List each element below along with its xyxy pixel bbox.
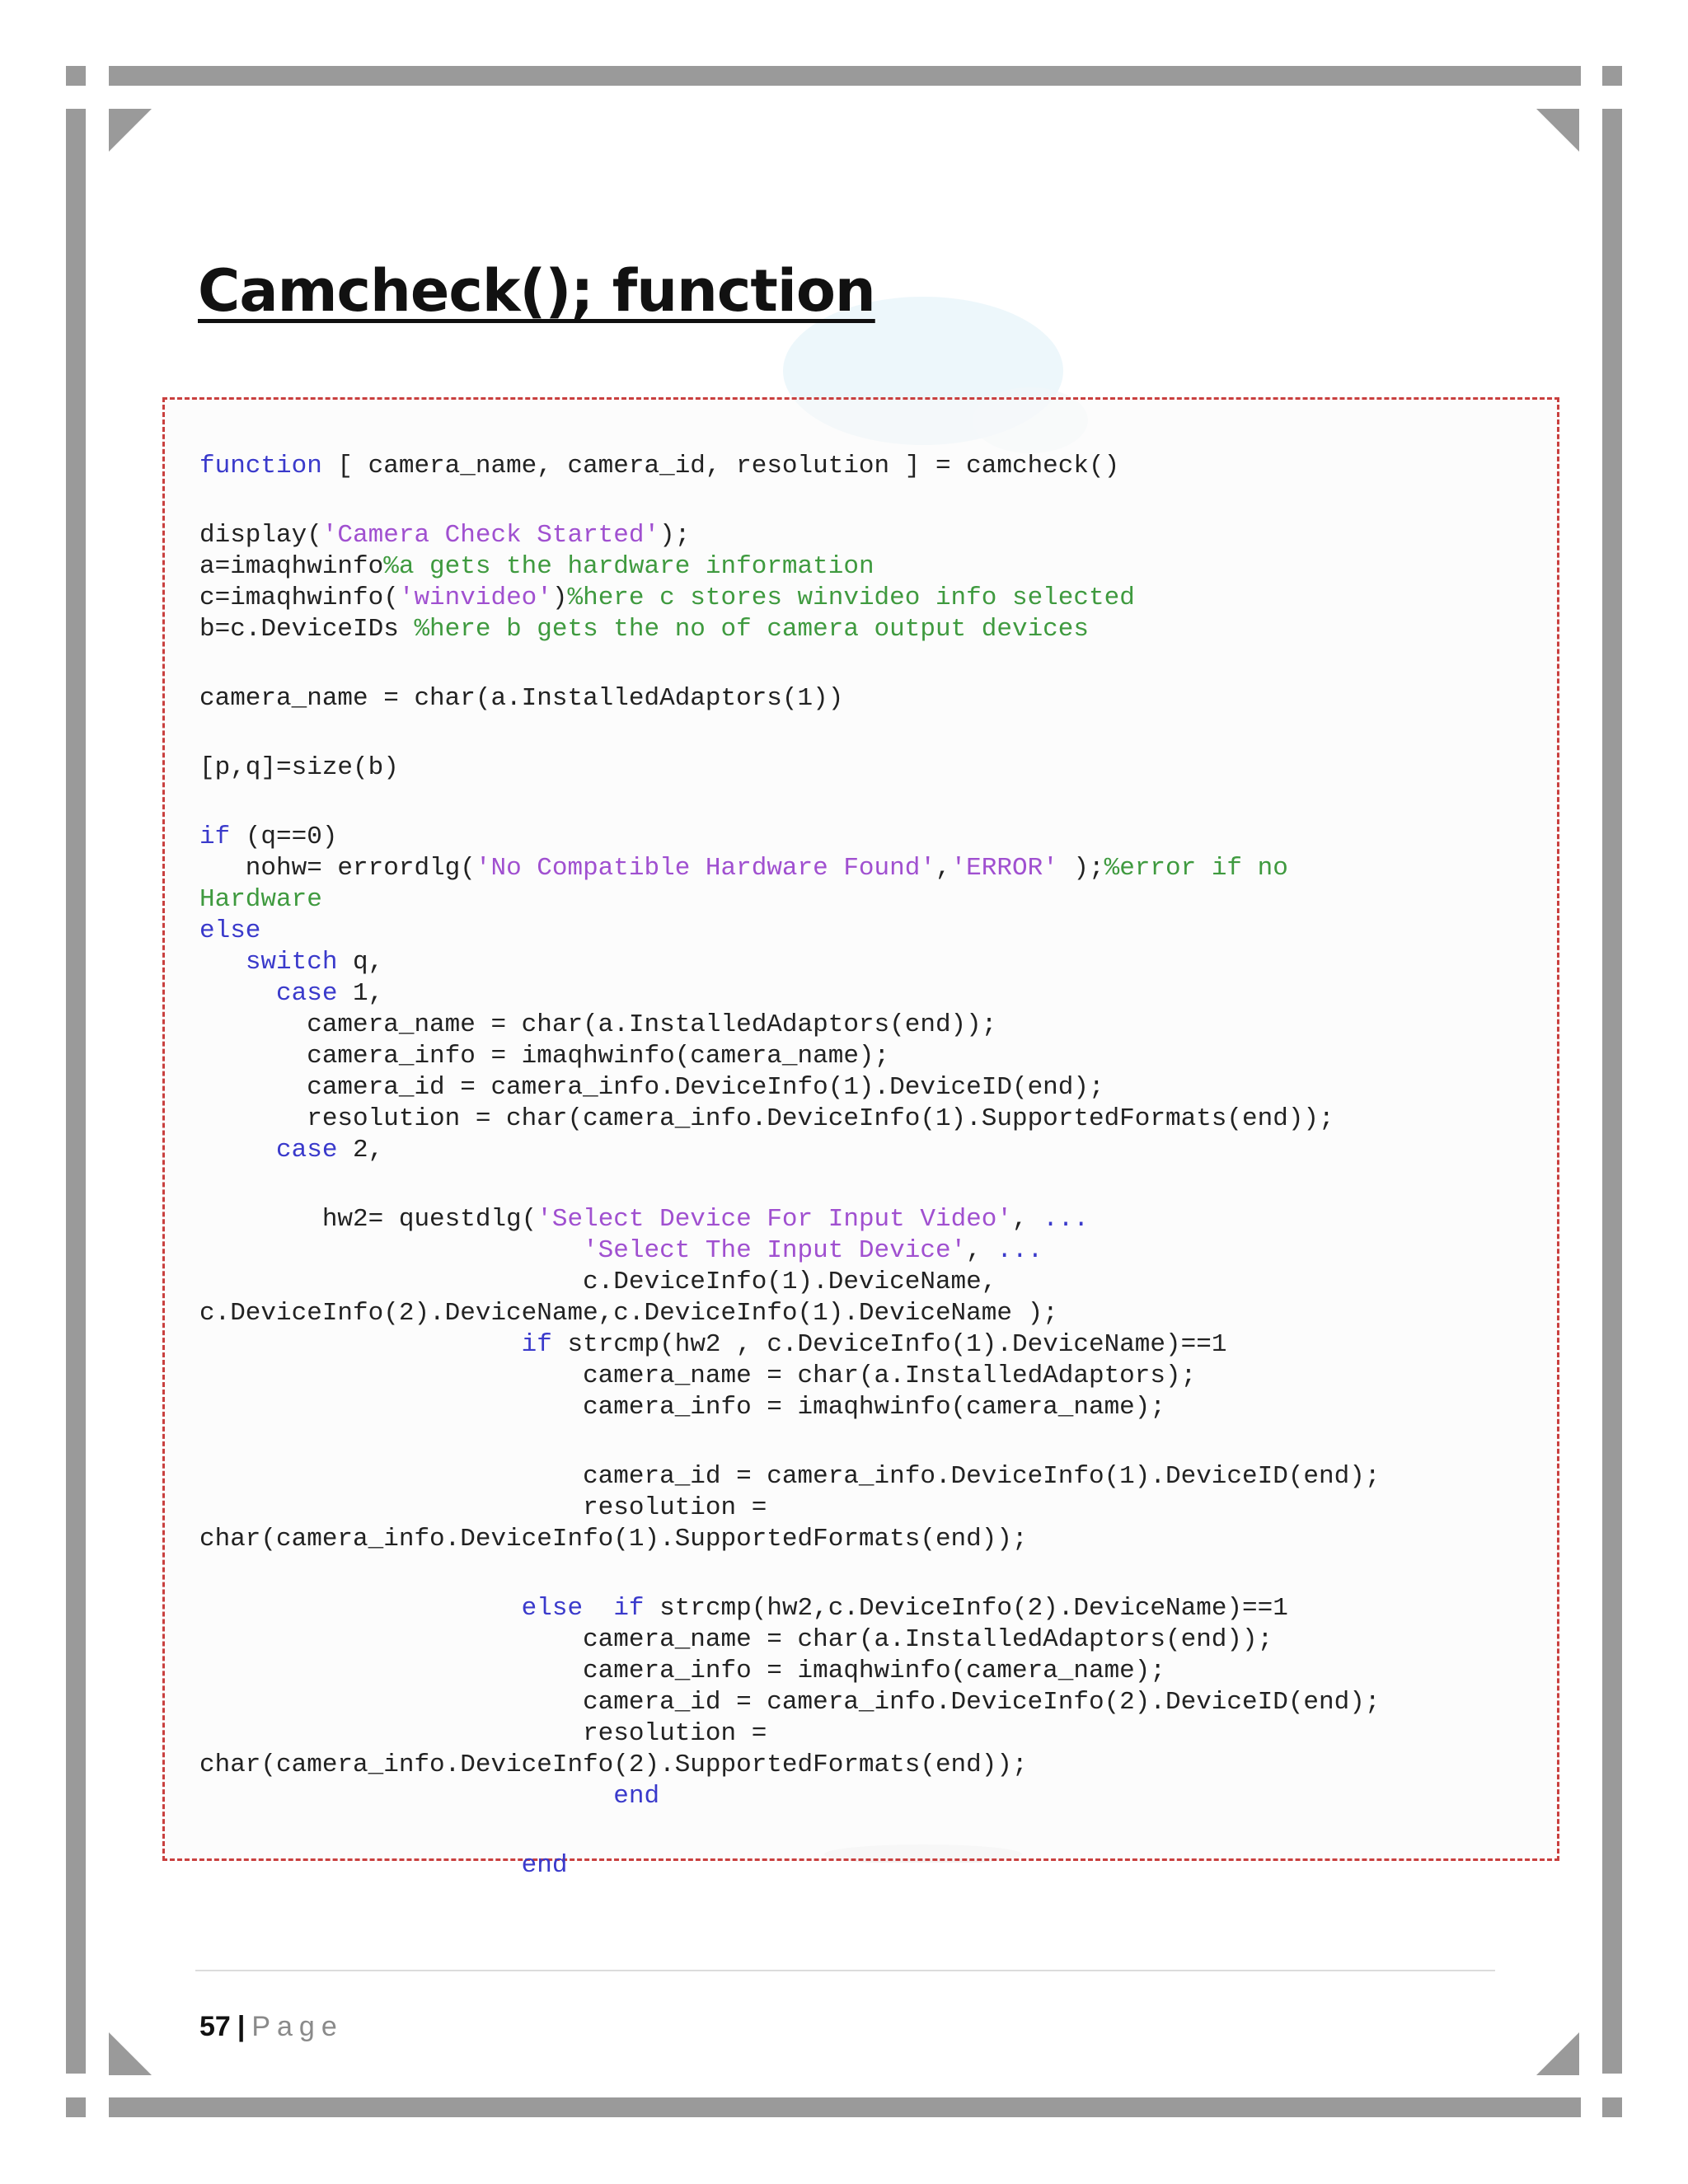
code-text: resolution = xyxy=(199,1719,767,1748)
code-text: strcmp(hw2 , c.DeviceInfo(1).DeviceName)==1 xyxy=(551,1330,1227,1359)
code-line xyxy=(199,1750,1559,1781)
code-line xyxy=(199,1624,1559,1656)
code-line xyxy=(199,1718,1559,1750)
code-text: ); xyxy=(1057,854,1104,883)
code-text: nohw= errordlg( xyxy=(199,854,476,883)
code-text xyxy=(199,1594,522,1623)
code-keyword: case xyxy=(276,1136,338,1165)
code-text: c.DeviceInfo(1).DeviceName, xyxy=(199,1268,997,1296)
page-label: Page xyxy=(251,2011,344,2042)
code-line xyxy=(199,1104,1559,1135)
code-line xyxy=(199,1656,1559,1687)
code-text: char(camera_info.DeviceInfo(2).SupportedFormats(end)); xyxy=(199,1750,1028,1779)
code-line xyxy=(199,551,1559,583)
code-blank-line xyxy=(199,715,1559,752)
code-text: b=c.DeviceIDs xyxy=(199,615,415,644)
code-text: q, xyxy=(337,948,384,977)
code-text: [ camera_name, camera_id, resolution ] = camcheck() xyxy=(321,452,1120,480)
code-text: , xyxy=(966,1236,997,1265)
code-line xyxy=(199,1361,1559,1392)
code-blank-line xyxy=(199,1812,1559,1850)
code-text: a=imaqhwinfo xyxy=(199,552,384,581)
code-comment: Hardware xyxy=(199,885,322,914)
frame-triangle-br xyxy=(1536,2032,1579,2075)
code-string: 'ERROR' xyxy=(950,854,1058,883)
code-line xyxy=(199,853,1559,884)
code-keyword: if xyxy=(613,1594,645,1623)
code-text: ); xyxy=(659,521,691,550)
code-keyword: case xyxy=(276,979,338,1008)
frame-corner-bl xyxy=(66,2097,86,2117)
code-line xyxy=(199,1135,1559,1166)
code-line xyxy=(199,752,1559,784)
footer-separator: | xyxy=(237,2011,246,2042)
code-text: resolution = char(camera_info.DeviceInfo(1).SupportedFormats(end)); xyxy=(199,1104,1334,1133)
code-text: camera_info = imaqhwinfo(camera_name); xyxy=(199,1042,890,1071)
code-string: 'winvideo' xyxy=(398,583,552,612)
code-text: , xyxy=(935,854,951,883)
frame-triangle-bl xyxy=(109,2032,152,2075)
code-line xyxy=(199,583,1559,614)
code-string: 'Camera Check Started' xyxy=(321,521,660,550)
code-line xyxy=(199,1850,1559,1882)
code-line xyxy=(199,1329,1559,1361)
frame-corner-br xyxy=(1602,2097,1622,2117)
code-text: camera_info = imaqhwinfo(camera_name); xyxy=(199,1393,1165,1422)
code-line xyxy=(199,1493,1559,1524)
page-footer xyxy=(199,2011,344,2043)
code-text xyxy=(199,1236,583,1265)
code-text: camera_id = camera_info.DeviceInfo(1).DeviceID(end); xyxy=(199,1073,1104,1102)
code-keyword: switch xyxy=(245,948,338,977)
code-blank-line xyxy=(199,482,1559,520)
page-number: 57 xyxy=(199,2011,231,2042)
code-text: c=imaqhwinfo( xyxy=(199,583,399,612)
code-text: char(camera_info.DeviceInfo(1).SupportedFormats(end)); xyxy=(199,1525,1028,1554)
code-line xyxy=(199,520,1559,551)
code-text: camera_name = char(a.InstalledAdaptors(1)) xyxy=(199,684,844,713)
code-blank-line xyxy=(199,1166,1559,1204)
code-line xyxy=(199,1041,1559,1072)
code-text: hw2= questdlg( xyxy=(199,1205,537,1234)
code-comment: %here c stores winvideo info selected xyxy=(567,583,1135,612)
frame-top-bar xyxy=(109,66,1581,86)
code-text: camera_info = imaqhwinfo(camera_name); xyxy=(199,1657,1165,1685)
code-text xyxy=(199,979,276,1008)
code-line xyxy=(199,884,1559,916)
code-text xyxy=(583,1594,613,1623)
code-text: ) xyxy=(551,583,568,612)
frame-bottom-bar xyxy=(109,2097,1581,2117)
code-text: , xyxy=(1011,1205,1043,1234)
code-blank-line xyxy=(199,645,1559,683)
frame-triangle-tl xyxy=(109,109,152,152)
code-line xyxy=(199,1781,1559,1812)
code-blank-line xyxy=(199,1423,1559,1461)
code-text: strcmp(hw2,c.DeviceInfo(2).DeviceName)==1 xyxy=(644,1594,1288,1623)
code-line xyxy=(199,1204,1559,1235)
frame-corner-tr xyxy=(1602,66,1622,86)
code-keyword: ... xyxy=(996,1236,1043,1265)
code-text xyxy=(199,948,246,977)
code-line xyxy=(199,1687,1559,1718)
frame-corner-tl xyxy=(66,66,86,86)
code-keyword: if xyxy=(521,1330,552,1359)
code-line xyxy=(199,1072,1559,1104)
code-text: camera_name = char(a.InstalledAdaptors); xyxy=(199,1361,1197,1390)
code-keyword: ... xyxy=(1043,1205,1090,1234)
code-line xyxy=(199,1461,1559,1493)
code-text: (q==0) xyxy=(230,823,338,851)
code-text xyxy=(199,1851,522,1880)
code-string: 'Select Device For Input Video' xyxy=(537,1205,1012,1234)
code-string: 'No Compatible Hardware Found' xyxy=(475,854,935,883)
code-blank-line xyxy=(199,784,1559,822)
code-keyword: else xyxy=(521,1594,584,1623)
code-text: camera_name = char(a.InstalledAdaptors(end)); xyxy=(199,1625,1273,1654)
code-text: camera_id = camera_info.DeviceInfo(1).DeviceID(end); xyxy=(199,1462,1381,1491)
code-text: 2, xyxy=(337,1136,384,1165)
code-keyword: end xyxy=(521,1851,568,1880)
code-listing xyxy=(199,451,1559,1882)
code-text: 1, xyxy=(337,979,384,1008)
code-keyword: else xyxy=(199,916,261,945)
code-line xyxy=(199,916,1559,947)
code-line xyxy=(199,978,1559,1010)
code-line xyxy=(199,683,1559,715)
frame-left-bar xyxy=(66,109,86,2074)
code-line xyxy=(199,1298,1559,1329)
code-text: [p,q]=size(b) xyxy=(199,753,399,782)
code-line xyxy=(199,822,1559,853)
code-keyword: function xyxy=(199,452,322,480)
code-text xyxy=(199,1330,522,1359)
code-text: camera_name = char(a.InstalledAdaptors(end)); xyxy=(199,1010,997,1039)
code-line xyxy=(199,1524,1559,1555)
code-line xyxy=(199,947,1559,978)
footer-divider xyxy=(195,1970,1495,1971)
code-keyword: end xyxy=(613,1782,660,1811)
code-line xyxy=(199,614,1559,645)
code-text xyxy=(199,1136,276,1165)
code-text: c.DeviceInfo(2).DeviceName,c.DeviceInfo(1).DeviceName ); xyxy=(199,1299,1058,1328)
code-line xyxy=(199,1392,1559,1423)
code-line xyxy=(199,1593,1559,1624)
frame-right-bar xyxy=(1602,109,1622,2074)
page-title: Camcheck(); function xyxy=(198,257,875,325)
frame-triangle-tr xyxy=(1536,109,1579,152)
code-string: 'Select The Input Device' xyxy=(583,1236,967,1265)
code-comment: %error if no xyxy=(1104,854,1288,883)
code-text: camera_id = camera_info.DeviceInfo(2).DeviceID(end); xyxy=(199,1688,1381,1717)
code-comment: %here b gets the no of camera output devices xyxy=(414,615,1089,644)
code-line xyxy=(199,1010,1559,1041)
code-text xyxy=(199,1782,613,1811)
code-keyword: if xyxy=(199,823,231,851)
code-blank-line xyxy=(199,1555,1559,1593)
code-line xyxy=(199,1235,1559,1267)
code-text: display( xyxy=(199,521,322,550)
code-line xyxy=(199,1267,1559,1298)
code-comment: %a gets the hardware information xyxy=(383,552,874,581)
code-text: resolution = xyxy=(199,1493,767,1522)
code-line xyxy=(199,451,1559,482)
